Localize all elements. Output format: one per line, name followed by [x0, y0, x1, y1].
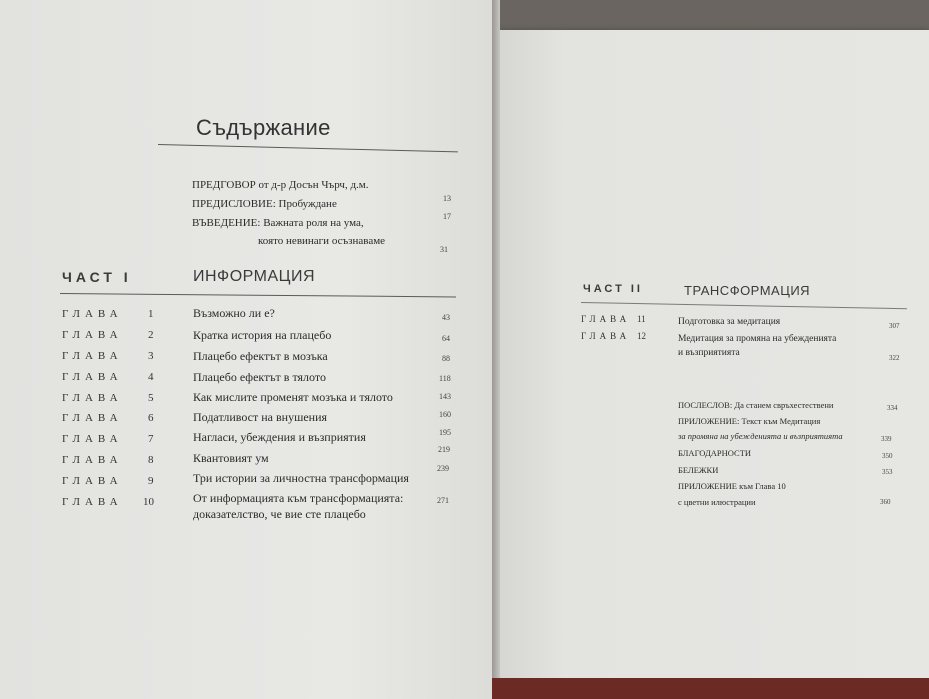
part1-chapter-title: От информацията към трансформацията: [193, 491, 404, 505]
part1-chapter-page: 219 [438, 445, 450, 454]
part1-chapter-page: 43 [442, 313, 450, 322]
color-appendix-entry-line2: с цветни илюстрации [678, 497, 756, 507]
appendix-entry-line2: за промяна на убежденията и възприятията [678, 431, 843, 441]
part1-chapter-num: 1 [148, 308, 154, 320]
part2-chapter-num: 12 [637, 331, 646, 341]
part1-chapter-label: ГЛАВА [62, 454, 123, 466]
acknowledgements-entry: БЛАГОДАРНОСТИ [678, 448, 752, 458]
part1-chapter-num: 4 [148, 371, 154, 383]
part2-chapter-page: 322 [889, 354, 900, 362]
introduction-page: 31 [440, 245, 448, 254]
part1-chapter-title: Три истории за личностна трансформация [193, 471, 409, 485]
part1-chapter-num: 5 [148, 392, 154, 404]
part1-chapter-num: 8 [148, 454, 154, 466]
part1-name: ИНФОРМАЦИЯ [193, 268, 316, 285]
part1-chapter-title: Нагласи, убеждения и възприятия [193, 430, 366, 444]
part1-chapter-title: Възможно ли е? [193, 306, 275, 320]
part1-chapter-title: Квантовият ум [193, 451, 269, 465]
color-appendix-entry: ПРИЛОЖЕНИЕ към Глава 10 [678, 481, 786, 491]
part2-chapter-label: ГЛАВА [581, 314, 631, 324]
part1-chapter-page: 160 [439, 410, 451, 419]
notes-entry: БЕЛЕЖКИ [678, 465, 719, 475]
part2-chapter-num: 11 [637, 314, 646, 324]
part1-chapter-label: ГЛАВА [62, 350, 123, 362]
part1-chapter-title: Как мислите променят мозъка и тялото [193, 390, 393, 404]
part1-chapter-num: 6 [148, 412, 154, 424]
part1-chapter-label: ГЛАВА [62, 475, 123, 487]
part1-chapter-label: ГЛАВА [62, 496, 123, 508]
acknowledgements-page: 350 [882, 452, 893, 460]
part1-chapter-page: 118 [439, 374, 451, 383]
part1-chapter-label: ГЛАВА [62, 329, 123, 341]
book-bottom-edge [492, 678, 929, 699]
part1-chapter-page: 143 [439, 392, 451, 401]
part1-chapter-title-line2: доказателство, че вие сте плацебо [193, 507, 366, 521]
part2-name: ТРАНСФОРМАЦИЯ [684, 283, 811, 298]
part1-chapter-label: ГЛАВА [62, 412, 123, 424]
foreword-page: 13 [443, 194, 451, 203]
part2-chapter-title: Подготовка за медитация [678, 317, 781, 327]
part1-chapter-label: ГЛАВА [62, 392, 123, 404]
part1-chapter-label: ГЛАВА [62, 371, 123, 383]
part1-chapter-page: 88 [442, 354, 450, 363]
preface-page: 17 [443, 212, 451, 221]
introduction-entry-line2: която невинаги осъзнаваме [258, 235, 386, 247]
part1-label: ЧАСТ I [62, 269, 132, 285]
appendix-page: 339 [881, 435, 892, 443]
part1-chapter-num: 7 [148, 433, 154, 445]
part1-chapter-num: 2 [148, 329, 154, 341]
color-appendix-page: 360 [880, 498, 891, 506]
part2-chapter-label: ГЛАВА [581, 331, 631, 341]
foreword-entry: ПРЕДГОВОР от д-р Досън Чърч, д.м. [192, 179, 369, 191]
part1-chapter-page: 271 [437, 496, 449, 505]
part2-chapter-title-line2: и възприятията [678, 348, 740, 358]
contents-title: Съдържание [196, 115, 331, 140]
part1-chapter-title: Кратка история на плацебо [193, 328, 332, 342]
book-spine [492, 0, 500, 699]
part1-chapter-page: 195 [439, 428, 451, 437]
appendix-entry: ПРИЛОЖЕНИЕ: Текст към Медитация [678, 416, 821, 426]
part2-label: ЧАСТ II [583, 283, 643, 295]
part2-chapter-title: Медитация за промяна на убежденията [678, 334, 837, 344]
part1-chapter-num: 9 [148, 475, 154, 487]
afterword-entry: ПОСЛЕСЛОВ: Да станем свръхестествени [678, 400, 834, 410]
part1-chapter-title: Податливост на внушения [193, 410, 328, 424]
part1-chapter-title: Плацебо ефектът в тялото [193, 370, 326, 384]
part1-chapter-page: 239 [437, 464, 449, 473]
part1-chapter-num: 3 [148, 350, 154, 362]
part1-chapter-label: ГЛАВА [62, 433, 123, 445]
notes-page: 353 [882, 468, 893, 476]
preface-entry: ПРЕДИСЛОВИЕ: Пробуждане [192, 198, 337, 210]
part1-chapter-page: 64 [442, 334, 450, 343]
part1-chapter-title: Плацебо ефектът в мозъка [193, 349, 328, 363]
right-page [500, 30, 929, 690]
part1-chapter-num: 10 [143, 496, 154, 508]
afterword-page: 334 [887, 404, 898, 412]
introduction-entry: ВЪВЕДЕНИЕ: Важната роля на ума, [192, 217, 364, 229]
part2-chapter-page: 307 [889, 322, 900, 330]
part1-chapter-label: ГЛАВА [62, 308, 123, 320]
